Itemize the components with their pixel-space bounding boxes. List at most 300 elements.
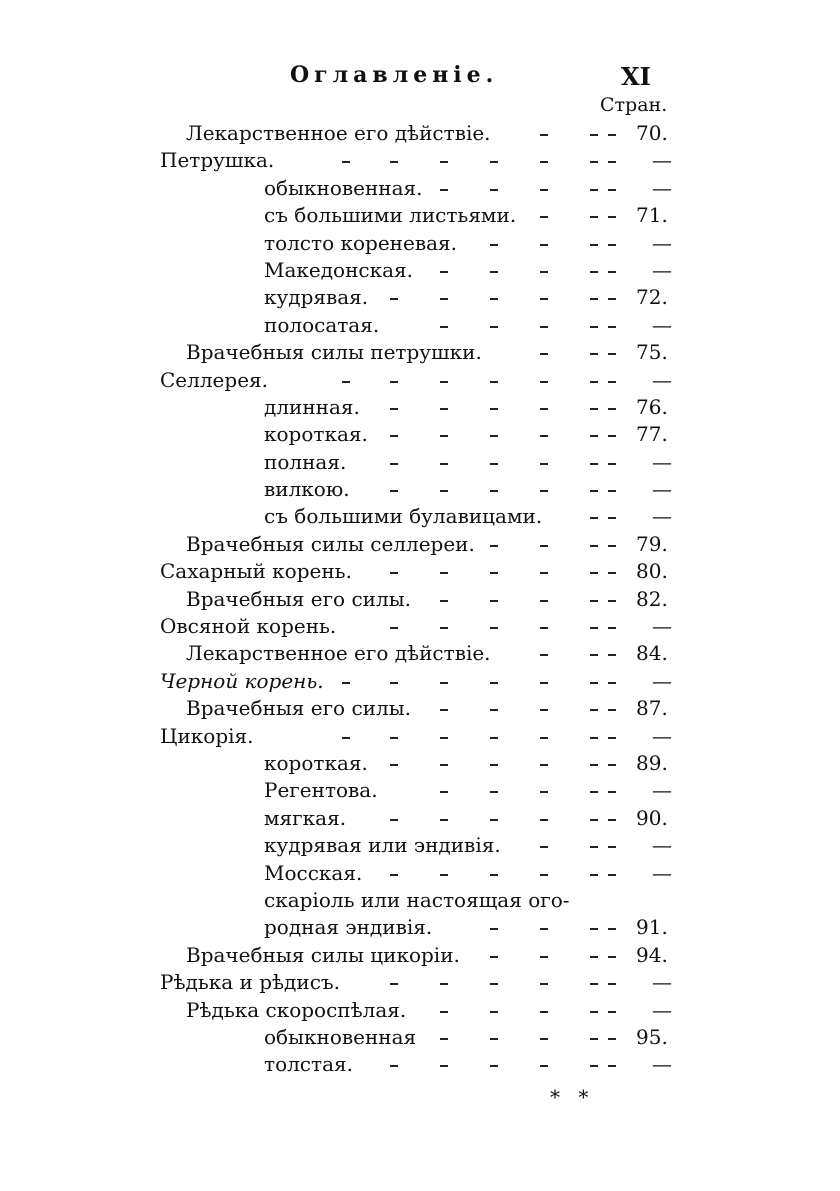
toc-row: [0, 777, 840, 804]
leader-dash: [540, 846, 548, 848]
leader-dash: [440, 435, 448, 437]
toc-page-ref: —: [652, 723, 672, 748]
leader-dash: [440, 627, 448, 629]
leader-dash: [590, 709, 598, 711]
toc-page-ref: 94.: [636, 942, 668, 967]
leader-dash: [608, 572, 616, 574]
toc-page-ref: —: [652, 477, 672, 502]
leader-dash: [440, 490, 448, 492]
toc-entry-title: Селлерея.: [160, 367, 268, 392]
leader-dash: [590, 517, 598, 519]
toc-entry-title: Черной корень.: [160, 668, 324, 693]
leader-dash: [608, 490, 616, 492]
leader-dash: [540, 134, 548, 136]
leader-dash: [440, 298, 448, 300]
leader-dash: [440, 381, 448, 383]
toc-page-ref: 76.: [636, 394, 668, 419]
dot-leaders: [0, 147, 840, 174]
dot-leaders: [0, 860, 840, 887]
dot-leaders: [0, 175, 840, 202]
leader-dash: [540, 572, 548, 574]
toc-row: [0, 230, 840, 257]
leader-dash: [490, 271, 498, 273]
leader-dash: [540, 1065, 548, 1067]
leader-dash: [608, 1038, 616, 1040]
toc-entry-title: Рѣдька скороспѣлая.: [186, 997, 407, 1022]
toc-page-ref: —: [652, 175, 672, 200]
leader-dash: [490, 874, 498, 876]
leader-dash: [590, 846, 598, 848]
toc-entry-title: Македонская.: [264, 257, 414, 282]
toc-page-ref: 82.: [636, 586, 668, 611]
toc-entry-title: Рѣдька и рѣдисъ.: [160, 970, 340, 995]
toc-entry-title: полная.: [264, 449, 347, 474]
leader-dash: [490, 709, 498, 711]
toc-row: [0, 394, 840, 421]
leader-dash: [608, 764, 616, 766]
leader-dash: [608, 189, 616, 191]
toc-row: [0, 969, 840, 996]
dot-leaders: [0, 120, 840, 147]
leader-dash: [490, 298, 498, 300]
leader-dash: [490, 764, 498, 766]
leader-dash: [390, 764, 398, 766]
toc-row: [0, 640, 840, 667]
leader-dash: [490, 983, 498, 985]
contents-title: Оглавленіе.: [290, 62, 499, 88]
leader-dash: [590, 435, 598, 437]
table-of-contents: [0, 120, 840, 1079]
toc-page-ref: —: [652, 367, 672, 392]
toc-row: [0, 887, 840, 914]
toc-entry-title: толсто кореневая.: [264, 230, 457, 255]
leader-dash: [590, 134, 598, 136]
leader-dash: [590, 928, 598, 930]
toc-page-ref: —: [652, 778, 672, 803]
leader-dash: [608, 161, 616, 163]
dot-leaders: [0, 394, 840, 421]
leader-dash: [608, 463, 616, 465]
toc-entry-title: длинная.: [264, 394, 360, 419]
leader-dash: [390, 874, 398, 876]
leader-dash: [608, 846, 616, 848]
dot-leaders: [0, 586, 840, 613]
leader-dash: [440, 682, 448, 684]
leader-dash: [342, 381, 350, 383]
leader-dash: [608, 1011, 616, 1013]
toc-entry-title: мягкая.: [264, 805, 347, 830]
leader-dash: [590, 764, 598, 766]
leader-dash: [540, 161, 548, 163]
toc-row: [0, 367, 840, 394]
toc-row: [0, 586, 840, 613]
leader-dash: [608, 353, 616, 355]
leader-dash: [540, 381, 548, 383]
leader-dash: [390, 627, 398, 629]
dot-leaders: [0, 942, 840, 969]
dot-leaders: [0, 750, 840, 777]
leader-dash: [540, 545, 548, 547]
leader-dash: [490, 627, 498, 629]
dot-leaders: [0, 367, 840, 394]
leader-dash: [590, 161, 598, 163]
toc-entry-title: Овсяной корень.: [160, 614, 337, 639]
leader-dash: [540, 244, 548, 246]
toc-row: [0, 750, 840, 777]
leader-dash: [608, 1065, 616, 1067]
leader-dash: [390, 408, 398, 410]
leader-dash: [590, 463, 598, 465]
leader-dash: [608, 216, 616, 218]
toc-row: [0, 503, 840, 530]
leader-dash: [490, 381, 498, 383]
dot-leaders: [0, 997, 840, 1024]
dot-leaders: [0, 777, 840, 804]
toc-page-ref: —: [652, 970, 672, 995]
toc-entry-title: родная эндивія.: [264, 915, 433, 940]
leader-dash: [608, 874, 616, 876]
leader-dash: [608, 819, 616, 821]
toc-page-ref: 80.: [636, 559, 668, 584]
leader-dash: [540, 435, 548, 437]
leader-dash: [440, 271, 448, 273]
toc-row: [0, 997, 840, 1024]
toc-page-ref: 87.: [636, 696, 668, 721]
leader-dash: [590, 381, 598, 383]
dot-leaders: [0, 805, 840, 832]
leader-dash: [590, 819, 598, 821]
leader-dash: [608, 709, 616, 711]
leader-dash: [590, 490, 598, 492]
leader-dash: [590, 654, 598, 656]
dot-leaders: [0, 421, 840, 448]
leader-dash: [590, 627, 598, 629]
leader-dash: [440, 572, 448, 574]
leader-dash: [390, 381, 398, 383]
toc-entry-title: кудрявая.: [264, 285, 369, 310]
toc-row: [0, 312, 840, 339]
toc-entry-title: скаріоль или настоящая ого-: [264, 887, 570, 912]
toc-row: [0, 942, 840, 969]
leader-dash: [390, 435, 398, 437]
leader-dash: [440, 189, 448, 191]
dot-leaders: [0, 887, 840, 914]
leader-dash: [590, 189, 598, 191]
leader-dash: [540, 408, 548, 410]
toc-row: [0, 558, 840, 585]
leader-dash: [540, 627, 548, 629]
leader-dash: [590, 298, 598, 300]
toc-entry-title: толстая.: [264, 1052, 353, 1077]
toc-entry-title: съ большими булавицами.: [264, 504, 543, 529]
leader-dash: [490, 545, 498, 547]
toc-page-ref: 91.: [636, 915, 668, 940]
toc-row: [0, 449, 840, 476]
leader-dash: [490, 928, 498, 930]
leader-dash: [440, 463, 448, 465]
leader-dash: [540, 791, 548, 793]
leader-dash: [540, 271, 548, 273]
leader-dash: [440, 791, 448, 793]
toc-entry-title: Врачебныя его силы.: [186, 696, 411, 721]
leader-dash: [608, 791, 616, 793]
toc-entry-title: Лекарственное его дѣйствіе.: [186, 121, 491, 145]
ornament: * *: [550, 1085, 595, 1109]
dot-leaders: [0, 1024, 840, 1051]
toc-row: [0, 832, 840, 859]
leader-dash: [490, 791, 498, 793]
leader-dash: [490, 189, 498, 191]
leader-dash: [440, 600, 448, 602]
toc-page-ref: 77.: [636, 422, 668, 447]
leader-dash: [608, 244, 616, 246]
leader-dash: [440, 764, 448, 766]
dot-leaders: [0, 257, 840, 284]
dot-leaders: [0, 284, 840, 311]
leader-dash: [490, 1038, 498, 1040]
leader-dash: [490, 463, 498, 465]
leader-dash: [540, 1038, 548, 1040]
toc-entry-title: обыкновенная.: [264, 175, 423, 200]
leader-dash: [608, 271, 616, 273]
toc-page-ref: 89.: [636, 750, 668, 775]
toc-page-ref: —: [652, 614, 672, 639]
leader-dash: [590, 545, 598, 547]
toc-row: [0, 421, 840, 448]
leader-dash: [490, 244, 498, 246]
toc-entry-title: Врачебныя его силы.: [186, 586, 411, 611]
leader-dash: [608, 545, 616, 547]
leader-dash: [540, 819, 548, 821]
toc-page-ref: 84.: [636, 641, 668, 666]
leader-dash: [608, 298, 616, 300]
leader-dash: [608, 928, 616, 930]
leader-dash: [490, 572, 498, 574]
leader-dash: [440, 161, 448, 163]
leader-dash: [440, 408, 448, 410]
toc-entry-title: короткая.: [264, 422, 368, 447]
dot-leaders: [0, 695, 840, 722]
toc-row: [0, 147, 840, 174]
leader-dash: [540, 764, 548, 766]
dot-leaders: [0, 531, 840, 558]
leader-dash: [608, 600, 616, 602]
toc-row: [0, 531, 840, 558]
toc-page-ref: 70.: [636, 121, 668, 145]
page-number: XI: [621, 62, 651, 91]
toc-row: [0, 1024, 840, 1051]
toc-row: [0, 805, 840, 832]
toc-entry-title: съ большими листьями.: [264, 203, 517, 228]
leader-dash: [490, 408, 498, 410]
leader-dash: [608, 737, 616, 739]
leader-dash: [490, 600, 498, 602]
leader-dash: [608, 654, 616, 656]
leader-dash: [540, 298, 548, 300]
leader-dash: [390, 572, 398, 574]
leader-dash: [440, 983, 448, 985]
leader-dash: [608, 134, 616, 136]
dot-leaders: [0, 613, 840, 640]
toc-entry-title: кудрявая или эндивія.: [264, 833, 501, 858]
toc-page-ref: —: [652, 449, 672, 474]
toc-entry-title: полосатая.: [264, 312, 380, 337]
leader-dash: [490, 326, 498, 328]
leader-dash: [490, 435, 498, 437]
leader-dash: [490, 1011, 498, 1013]
leader-dash: [608, 381, 616, 383]
toc-page-ref: 72.: [636, 285, 668, 310]
leader-dash: [540, 874, 548, 876]
leader-dash: [590, 1011, 598, 1013]
leader-dash: [590, 572, 598, 574]
toc-page-ref: 79.: [636, 531, 668, 556]
leader-dash: [342, 737, 350, 739]
leader-dash: [540, 490, 548, 492]
leader-dash: [390, 298, 398, 300]
toc-entry-title: Сахарный корень.: [160, 559, 352, 584]
dot-leaders: [0, 503, 840, 530]
leader-dash: [590, 1038, 598, 1040]
dot-leaders: [0, 312, 840, 339]
toc-row: [0, 120, 840, 147]
leader-dash: [590, 408, 598, 410]
toc-row: [0, 202, 840, 229]
leader-dash: [590, 271, 598, 273]
leader-dash: [390, 161, 398, 163]
toc-entry-title: короткая.: [264, 750, 368, 775]
toc-row: [0, 339, 840, 366]
leader-dash: [390, 819, 398, 821]
leader-dash: [608, 326, 616, 328]
leader-dash: [590, 956, 598, 958]
leader-dash: [490, 490, 498, 492]
leader-dash: [540, 928, 548, 930]
leader-dash: [540, 737, 548, 739]
leader-dash: [540, 216, 548, 218]
leader-dash: [540, 189, 548, 191]
dot-leaders: [0, 1051, 840, 1078]
toc-entry-title: Лекарственное его дѣйствіе.: [186, 641, 491, 666]
leader-dash: [390, 463, 398, 465]
dot-leaders: [0, 832, 840, 859]
dot-leaders: [0, 723, 840, 750]
toc-page-ref: 95.: [636, 1024, 668, 1049]
leader-dash: [490, 682, 498, 684]
leader-dash: [590, 216, 598, 218]
dot-leaders: [0, 449, 840, 476]
leader-dash: [590, 600, 598, 602]
dot-leaders: [0, 914, 840, 941]
dot-leaders: [0, 640, 840, 667]
leader-dash: [608, 435, 616, 437]
toc-page-ref: —: [652, 1052, 672, 1077]
leader-dash: [540, 1011, 548, 1013]
leader-dash: [390, 490, 398, 492]
toc-page-ref: —: [652, 257, 672, 282]
toc-row: [0, 613, 840, 640]
dot-leaders: [0, 969, 840, 996]
leader-dash: [440, 1038, 448, 1040]
toc-row: [0, 284, 840, 311]
toc-entry-title: обыкновенная: [264, 1024, 417, 1049]
toc-row: [0, 175, 840, 202]
leader-dash: [590, 326, 598, 328]
leader-dash: [540, 709, 548, 711]
leader-dash: [342, 161, 350, 163]
leader-dash: [540, 654, 548, 656]
leader-dash: [390, 682, 398, 684]
leader-dash: [540, 983, 548, 985]
leader-dash: [590, 682, 598, 684]
dot-leaders: [0, 558, 840, 585]
toc-page-ref: —: [652, 860, 672, 885]
toc-entry-title: вилкою.: [264, 477, 350, 502]
leader-dash: [590, 874, 598, 876]
toc-entry-title: Мосская.: [264, 860, 363, 885]
page-column-header: Стран.: [600, 94, 668, 116]
dot-leaders: [0, 668, 840, 695]
leader-dash: [390, 737, 398, 739]
leader-dash: [540, 682, 548, 684]
toc-entry-title: Врачебныя силы петрушки.: [186, 340, 482, 365]
leader-dash: [440, 874, 448, 876]
leader-dash: [540, 956, 548, 958]
leader-dash: [608, 627, 616, 629]
toc-row: [0, 695, 840, 722]
leader-dash: [440, 737, 448, 739]
leader-dash: [490, 737, 498, 739]
toc-row: [0, 914, 840, 941]
leader-dash: [608, 983, 616, 985]
leader-dash: [490, 1065, 498, 1067]
leader-dash: [608, 408, 616, 410]
leader-dash: [590, 244, 598, 246]
leader-dash: [440, 1065, 448, 1067]
toc-page-ref: 90.: [636, 805, 668, 830]
leader-dash: [490, 819, 498, 821]
toc-page-ref: —: [652, 833, 672, 858]
toc-page-ref: —: [652, 148, 672, 173]
leader-dash: [540, 463, 548, 465]
toc-page-ref: —: [652, 504, 672, 529]
leader-dash: [342, 682, 350, 684]
toc-row: [0, 1051, 840, 1078]
leader-dash: [390, 1065, 398, 1067]
leader-dash: [590, 791, 598, 793]
dot-leaders: [0, 230, 840, 257]
toc-page-ref: 71.: [636, 203, 668, 228]
leader-dash: [490, 956, 498, 958]
leader-dash: [590, 1065, 598, 1067]
leader-dash: [440, 709, 448, 711]
leader-dash: [540, 326, 548, 328]
leader-dash: [540, 600, 548, 602]
dot-leaders: [0, 339, 840, 366]
toc-entry-title: Цикорія.: [160, 723, 254, 748]
leader-dash: [590, 983, 598, 985]
toc-row: [0, 860, 840, 887]
leader-dash: [608, 956, 616, 958]
leader-dash: [390, 983, 398, 985]
leader-dash: [440, 1011, 448, 1013]
toc-entry-title: Петрушка.: [160, 148, 275, 173]
toc-entry-title: Врачебныя силы цикоріи.: [186, 942, 460, 967]
leader-dash: [440, 326, 448, 328]
toc-page-ref: —: [652, 230, 672, 255]
leader-dash: [608, 682, 616, 684]
leader-dash: [590, 353, 598, 355]
